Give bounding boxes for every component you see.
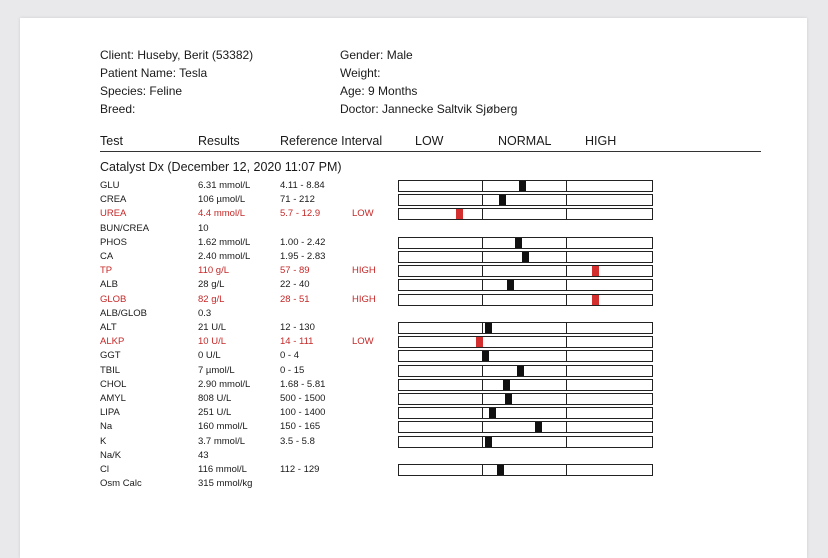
- range-marker: [505, 394, 512, 404]
- table-row: [0, 463, 828, 477]
- gauge-divider: [566, 295, 567, 305]
- gauge-divider: [566, 337, 567, 347]
- table-row: [0, 435, 828, 449]
- table-row: [0, 193, 828, 207]
- reference-interval: 12 - 130: [280, 322, 315, 333]
- test-name: UREA: [100, 208, 127, 220]
- table-row: [0, 392, 828, 406]
- test-name: BUN/CREA: [100, 222, 150, 234]
- gauge-divider: [566, 394, 567, 404]
- range-marker: [517, 366, 524, 376]
- table-row: [0, 378, 828, 392]
- reference-interval: 0 - 15: [280, 364, 305, 376]
- gauge-divider: [482, 437, 483, 447]
- test-result: 251 U/L: [198, 407, 232, 419]
- reference-interval: 112 - 129: [280, 464, 320, 475]
- test-name: Osm Calc: [100, 478, 142, 490]
- range-gauge: [398, 393, 653, 405]
- range-gauge: [398, 421, 653, 433]
- reference-interval: 4.11 - 8.84: [280, 180, 325, 191]
- range-marker: [485, 323, 492, 333]
- test-result: 2.90 mmol/L: [198, 378, 251, 390]
- reference-interval: 57 - 89: [280, 265, 310, 277]
- test-name: ALKP: [100, 336, 125, 348]
- doctor-line: Doctor: Jannecke Saltvik Sjøberg: [340, 102, 518, 116]
- range-gauge: [398, 407, 653, 419]
- range-gauge: [398, 350, 653, 362]
- column-normal: NORMAL: [498, 134, 552, 148]
- weight-line: Weight:: [340, 66, 381, 80]
- test-name: PHOS: [100, 236, 127, 248]
- range-gauge: [398, 265, 653, 277]
- test-name: LIPA: [100, 407, 120, 419]
- test-result: 160 mmol/L: [198, 421, 248, 433]
- table-row: [0, 335, 828, 349]
- test-result: 3.7 mmol/L: [198, 435, 245, 447]
- reference-interval: 22 - 40: [280, 279, 310, 291]
- gauge-divider: [566, 351, 567, 361]
- gauge-divider: [566, 181, 567, 191]
- range-gauge: [398, 294, 653, 306]
- test-result: 315 mmol/kg: [198, 478, 253, 490]
- range-gauge: [398, 251, 653, 263]
- test-result: 6.31 mmol/L: [198, 180, 251, 191]
- range-marker: [503, 380, 510, 390]
- range-marker: [515, 238, 522, 248]
- range-marker: [489, 408, 496, 418]
- gauge-divider: [482, 181, 483, 191]
- test-result: 82 g/L: [198, 293, 225, 305]
- table-row: [0, 222, 828, 236]
- gauge-divider: [566, 238, 567, 248]
- table-row: [0, 236, 828, 250]
- test-result: 0 U/L: [198, 350, 221, 362]
- gauge-divider: [482, 295, 483, 305]
- range-marker: [485, 437, 492, 447]
- range-gauge: [398, 208, 653, 220]
- test-name: Cl: [100, 464, 109, 475]
- table-row: [0, 321, 828, 335]
- section-title: Catalyst Dx (December 12, 2020 11:07 PM): [100, 160, 342, 174]
- flag-label: LOW: [352, 208, 374, 220]
- gauge-divider: [482, 394, 483, 404]
- range-gauge: [398, 237, 653, 249]
- reference-interval: 500 - 1500: [280, 393, 326, 404]
- gauge-divider: [482, 209, 483, 219]
- range-gauge: [398, 180, 653, 192]
- test-name: CA: [100, 251, 114, 262]
- gauge-divider: [566, 209, 567, 219]
- table-row: [0, 264, 828, 278]
- test-result: 1.62 mmol/L: [198, 236, 251, 248]
- table-row: [0, 307, 828, 321]
- range-marker: [482, 351, 489, 361]
- reference-interval: 100 - 1400: [280, 407, 326, 419]
- gauge-divider: [566, 280, 567, 290]
- test-result: 21 U/L: [198, 322, 226, 333]
- gauge-divider: [566, 266, 567, 276]
- test-name: ALB/GLOB: [100, 307, 147, 319]
- range-gauge: [398, 279, 653, 291]
- gauge-divider: [482, 252, 483, 262]
- test-result: 116 mmol/L: [198, 464, 247, 475]
- reference-interval: 1.68 - 5.81: [280, 378, 326, 390]
- range-marker: [592, 295, 599, 305]
- table-row: [0, 293, 828, 307]
- table-row: [0, 406, 828, 420]
- test-result: 110 g/L: [198, 265, 229, 277]
- patient-line: Patient Name: Tesla: [100, 66, 208, 80]
- gauge-divider: [566, 422, 567, 432]
- range-gauge: [398, 336, 653, 348]
- column-reference: Reference Interval: [280, 134, 383, 148]
- test-name: AMYL: [100, 393, 126, 404]
- gauge-divider: [566, 366, 567, 376]
- column-results: Results: [198, 134, 240, 148]
- test-name: CREA: [100, 194, 127, 206]
- gauge-divider: [482, 323, 483, 333]
- reference-interval: 1.95 - 2.83: [280, 251, 326, 262]
- species-line: Species: Feline: [100, 84, 183, 98]
- test-name: Na/K: [100, 449, 122, 461]
- header-divider: [100, 151, 761, 152]
- gauge-divider: [482, 266, 483, 276]
- test-result: 0.3: [198, 307, 212, 319]
- column-test: Test: [100, 134, 123, 148]
- range-gauge: [398, 379, 653, 391]
- gauge-divider: [566, 408, 567, 418]
- range-gauge: [398, 436, 653, 448]
- gauge-divider: [566, 380, 567, 390]
- reference-interval: 71 - 212: [280, 194, 315, 206]
- range-gauge: [398, 464, 653, 476]
- gauge-divider: [482, 238, 483, 248]
- client-info: [100, 46, 253, 118]
- breed-line: Breed:: [100, 102, 136, 116]
- test-name: CHOL: [100, 378, 127, 390]
- test-result: 28 g/L: [198, 279, 225, 291]
- test-result: 43: [198, 449, 209, 461]
- gauge-divider: [482, 280, 483, 290]
- reference-interval: 5.7 - 12.9: [280, 208, 321, 220]
- gauge-divider: [566, 437, 567, 447]
- reference-interval: 3.5 - 5.8: [280, 435, 315, 447]
- table-row: [0, 250, 828, 264]
- gauge-divider: [482, 408, 483, 418]
- table-row: [0, 179, 828, 193]
- gauge-divider: [566, 252, 567, 262]
- gauge-divider: [482, 195, 483, 205]
- test-name: TBIL: [100, 364, 121, 376]
- test-result: 2.40 mmol/L: [198, 251, 251, 262]
- test-name: GLOB: [100, 293, 127, 305]
- reference-interval: 1.00 - 2.42: [280, 236, 326, 248]
- table-row: [0, 278, 828, 292]
- flag-label: LOW: [352, 336, 374, 348]
- range-marker: [535, 422, 542, 432]
- table-row: [0, 364, 828, 378]
- column-low: LOW: [415, 134, 444, 148]
- table-row: [0, 349, 828, 363]
- reference-interval: 28 - 51: [280, 293, 310, 305]
- table-row: [0, 449, 828, 463]
- gauge-divider: [566, 465, 567, 475]
- test-name: GLU: [100, 180, 120, 191]
- test-name: ALB: [100, 279, 118, 291]
- gauge-divider: [566, 323, 567, 333]
- test-result: 10: [198, 222, 209, 234]
- range-marker: [522, 252, 529, 262]
- range-marker: [476, 337, 483, 347]
- test-result: 7 µmol/L: [198, 364, 235, 376]
- test-name: ALT: [100, 322, 117, 333]
- column-high: HIGH: [585, 134, 617, 148]
- reference-interval: 14 - 111: [280, 336, 314, 348]
- range-gauge: [398, 322, 653, 334]
- table-row: [0, 477, 828, 491]
- flag-label: HIGH: [352, 293, 376, 305]
- range-marker: [456, 209, 463, 219]
- table-row: [0, 420, 828, 434]
- client-line: Client: Huseby, Berit (53382): [100, 48, 254, 62]
- test-name: GGT: [100, 350, 121, 362]
- range-gauge: [398, 194, 653, 206]
- range-marker: [507, 280, 514, 290]
- test-result: 808 U/L: [198, 393, 232, 404]
- gender-line: Gender: Male: [340, 48, 413, 62]
- range-gauge: [398, 365, 653, 377]
- table-row: [0, 207, 828, 221]
- age-line: Age: 9 Months: [340, 84, 418, 98]
- test-name: K: [100, 435, 107, 447]
- range-marker: [592, 266, 599, 276]
- range-marker: [497, 465, 504, 475]
- test-name: Na: [100, 421, 113, 433]
- gauge-divider: [566, 195, 567, 205]
- gauge-divider: [482, 422, 483, 432]
- test-name: TP: [100, 265, 113, 277]
- test-result: 10 U/L: [198, 336, 226, 348]
- reference-interval: 150 - 165: [280, 421, 321, 433]
- patient-details: [340, 46, 517, 118]
- test-result: 106 µmol/L: [198, 194, 246, 206]
- test-result: 4.4 mmol/L: [198, 208, 245, 220]
- gauge-divider: [482, 380, 483, 390]
- reference-interval: 0 - 4: [280, 350, 300, 362]
- gauge-divider: [482, 465, 483, 475]
- range-marker: [499, 195, 506, 205]
- range-marker: [519, 181, 526, 191]
- gauge-divider: [482, 366, 483, 376]
- flag-label: HIGH: [352, 265, 376, 277]
